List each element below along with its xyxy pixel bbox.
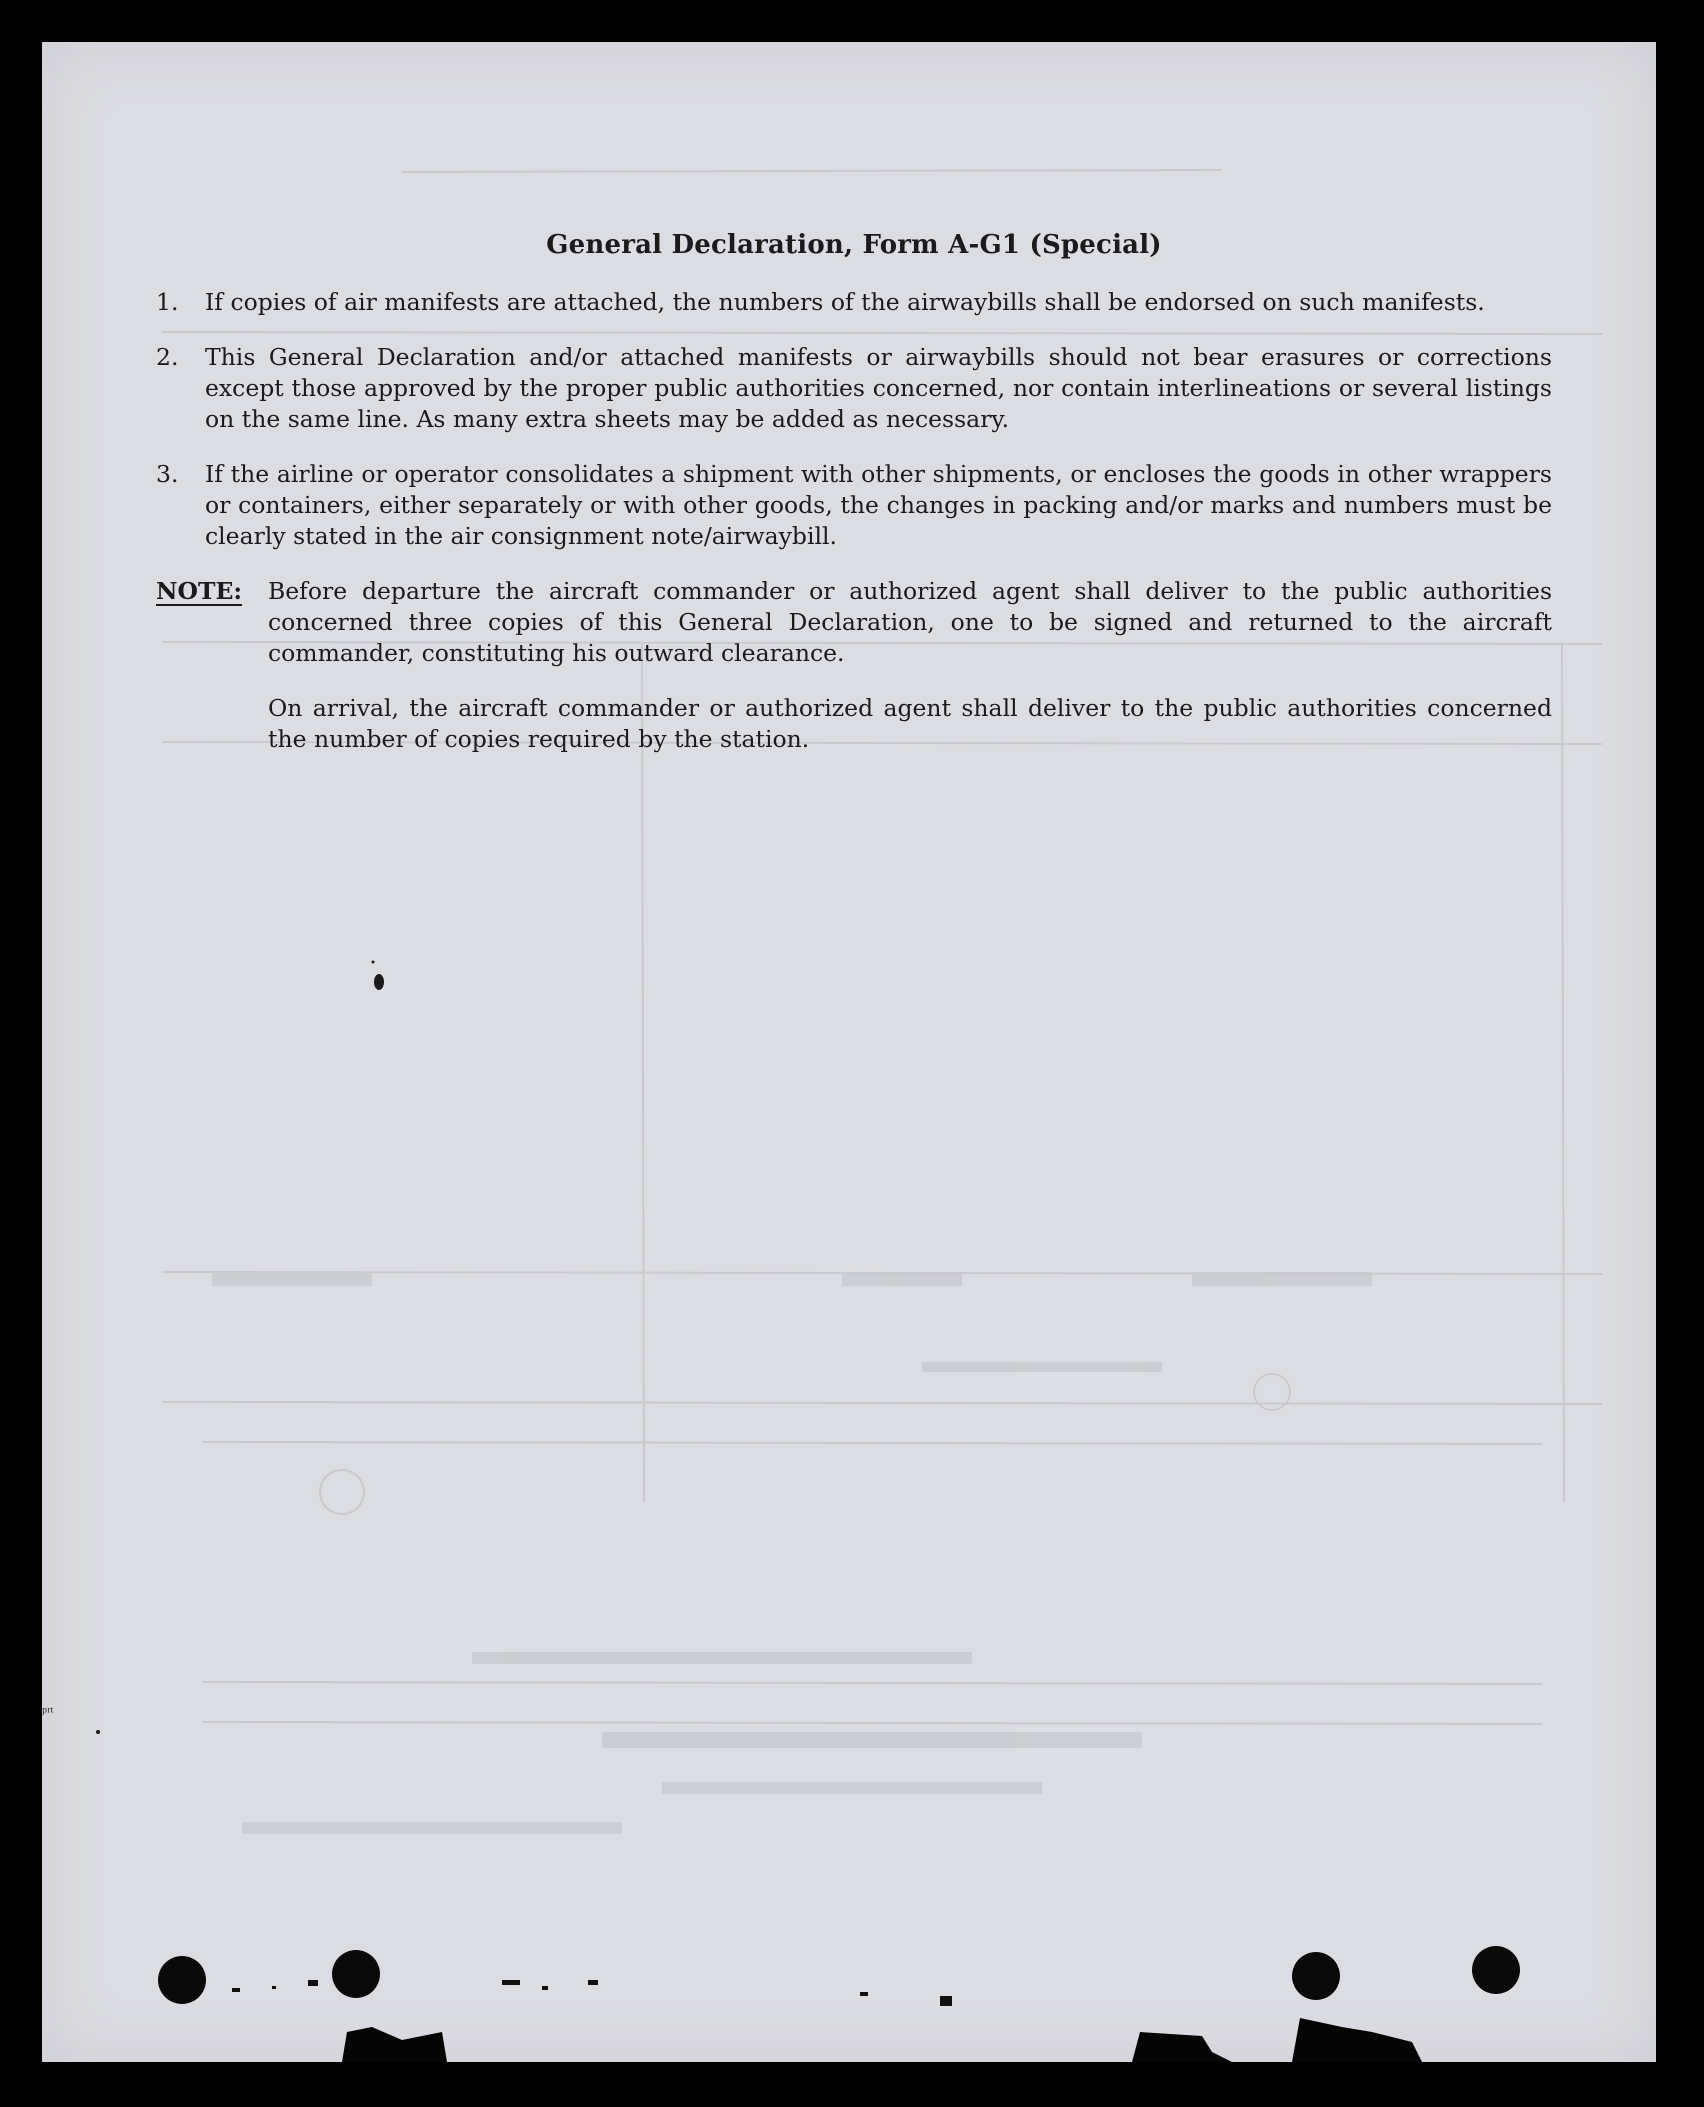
item-text: This General Declaration and/or attached manifests or airwaybills should not bear erasures or corrections except those approved by the proper public authorities concerned, nor contain interlineations or several listings on the same line. As many extra sheets may be added as necessary. xyxy=(205,343,1552,433)
item-number: 2. xyxy=(156,343,179,371)
item-number: 3. xyxy=(156,460,179,488)
declaration-text-block xyxy=(156,230,1552,779)
document-page xyxy=(42,42,1656,2062)
note-body xyxy=(268,576,1552,779)
punch-hole xyxy=(332,1950,380,1998)
item-text: If the airline or operator consolidates a shipment with other shipments, or encloses the goods in other wrappers or containers, either separately or with other goods, the changes in packing and/or marks and numbers must be clearly stated in the air consignment note/airwaybill. xyxy=(205,460,1552,550)
item-text: If copies of air manifests are attached, the numbers of the airwaybills shall be endorsed on such manifests. xyxy=(205,288,1485,316)
punch-hole xyxy=(158,1956,206,2004)
instruction-item xyxy=(156,342,1552,435)
note-section xyxy=(156,576,1552,779)
instruction-item xyxy=(156,287,1552,318)
item-number: 1. xyxy=(156,288,179,316)
page-title: General Declaration, Form A-G1 (Special) xyxy=(546,230,1162,260)
note-paragraph-departure: Before departure the aircraft commander or authorized agent shall deliver to the public authorities concerned three copies of this General Declaration, one to be signed and returned to the aircraft commander, constituting his outward clearance. xyxy=(268,577,1552,667)
note-paragraph-arrival: On arrival, the aircraft commander or authorized agent shall deliver to the public authorities concerned the number of copies required by the station. xyxy=(268,694,1552,753)
punch-hole xyxy=(1472,1946,1520,1994)
svg-text:ᵖʳᵗ: ᵖʳᵗ xyxy=(42,1704,54,1721)
instruction-item xyxy=(156,459,1552,552)
punch-hole xyxy=(1292,1952,1340,2000)
note-label: NOTE: xyxy=(156,577,243,605)
